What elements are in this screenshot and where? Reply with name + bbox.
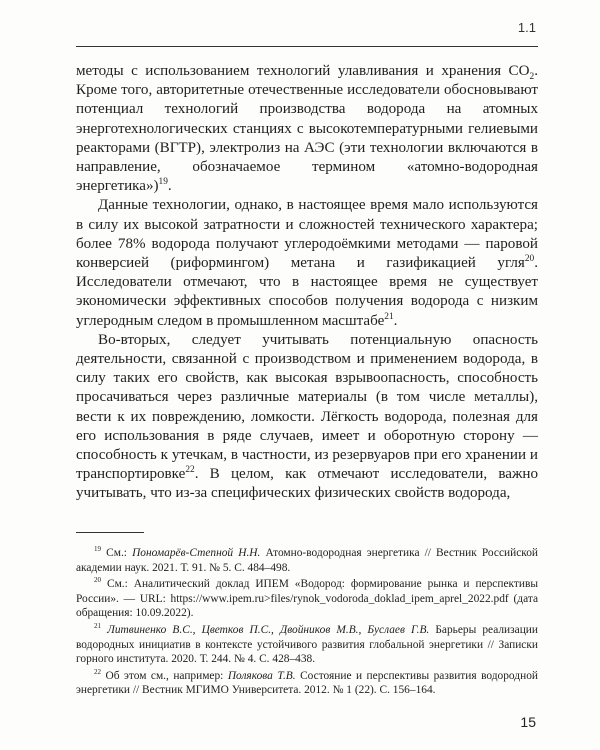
main-text: [76, 62, 538, 504]
p1-text-a: методы с использованием технологий улавливания и хранения CO: [76, 63, 530, 79]
footnote-22-author: Полякова Т.В.: [227, 669, 296, 682]
footnote-19: [76, 546, 538, 575]
p3-text-a: Во-вторых, следует учитывать потенциальную опасность деятельности, связанной с производством и применением водорода, в силу таких его свойств, как высокая взрывоопасность, способность просачиваться через различные материалы (в том числе металлы), вести к их повреждению, ломкости. Лёгкость водорода, полезная для его использования в ряде случаев, имеет и оборотную сторону — способность к утечкам, в частности, из резервуаров при его хранении и транспортировке: [76, 331, 538, 483]
p1-text-b: . Кроме того, авторитетные отечественные исследователи обосновывают потенциал технологий производства водорода на атомных энерготехнологических станциях с высокотемпературными гелиевыми реакторами (ВГТР), электролиз на АЭС (эти технологии включаются в направление, обозначаемое термином «атомно-водородная энергетика»): [76, 63, 538, 195]
footnote-20-text: См.: Аналитический доклад ИПЕМ «Водород: формирование рынка и перспективы России». — URL: https://www.ipem.ru>files/rynok_vodoroda_doklad_ipem_aprel_2022.pdf (дата обращения: 10.09.2022).: [76, 578, 538, 620]
running-head-section: 1.1: [517, 20, 536, 35]
footnote-separator: [76, 532, 144, 533]
footnote-19-number: 19: [94, 545, 102, 554]
p1-text-c: .: [167, 178, 172, 195]
co2-subscript: 2: [529, 72, 535, 83]
footnotes: [76, 546, 538, 700]
paragraph-3: [76, 331, 538, 504]
paragraph-2: [76, 196, 538, 330]
header-rule: [76, 46, 538, 47]
p3-text-b: . В целом, как отмечают исследователи, важно учитывать, что из-за специфических физических свойств водорода,: [76, 466, 538, 502]
footnote-ref-22: 22: [185, 465, 195, 476]
p2-text-a: Данные технологии, однако, в настоящее время мало используются в силу их высокой затратности и сложностей технического характера; более 78% водорода получают углеродоёмкими методами — паровой конверсией (риформингом) метана и газификацией угля: [76, 197, 538, 272]
footnote-21-author: Литвиненко В.С., Цветков П.С., Двойников М.В., Буслаев Г.В.: [101, 623, 430, 636]
footnote-19-author: Пономарёв-Степной Н.Н.: [132, 547, 261, 559]
footnote-ref-20: 20: [524, 254, 535, 264]
footnote-22-prefix: Об этом см., например:: [101, 669, 228, 682]
footnote-20-number: 20: [94, 576, 102, 585]
footnote-ref-21: 21: [384, 311, 394, 322]
footnote-22-text: Состояние и перспективы развития водородной энергетики // Вестник МГИМО Университета. 2012. № 1 (22). С. 156–164.: [76, 669, 538, 697]
p2-text-b: . Исследователи отмечают, что в настоящее время не существует экономически эффективных способов получения водорода с низким углеродным следом в промышленном масштабе: [76, 255, 538, 329]
footnote-20: [76, 577, 538, 621]
footnote-ref-19: 19: [158, 177, 168, 188]
footnote-19-text: Атомно-водородная энергетика // Вестник Российской академии наук. 2021. Т. 91. № 5. С. 484–498.: [76, 547, 538, 574]
footnote-21-text: Барьеры реализации водородных инициатив в контексте устойчивого развития глобальной энергетики // Записки горного института. 2020. Т. 244. № 4. С. 428–438.: [76, 623, 538, 666]
footnote-22-number: 22: [94, 667, 102, 676]
footnote-22: [76, 669, 538, 698]
footnote-21: [76, 623, 538, 667]
p2-text-c: .: [393, 312, 398, 329]
footnote-21-number: 21: [94, 622, 102, 631]
paragraph-1: [76, 62, 538, 196]
page-number: 15: [520, 714, 536, 730]
footnote-19-prefix: См.:: [101, 547, 133, 559]
